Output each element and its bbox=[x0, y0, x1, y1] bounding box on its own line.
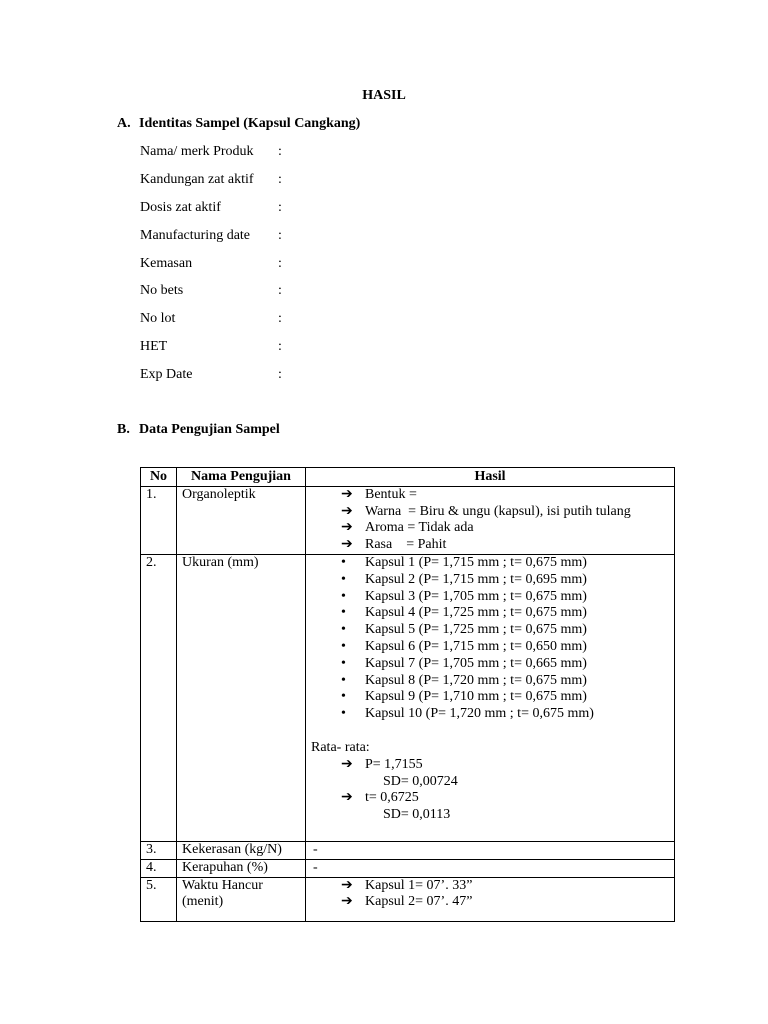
identity-row bbox=[140, 170, 292, 198]
result-text: - bbox=[313, 859, 318, 875]
table-row bbox=[141, 877, 675, 922]
list-item-text: Warna = Biru & ungu (kapsul), isi putih tulang bbox=[365, 503, 631, 519]
row-no: 3. bbox=[141, 841, 177, 859]
list-item bbox=[341, 757, 669, 774]
list-item-text: Kapsul 9 (P= 1,710 mm ; t= 0,675 mm) bbox=[365, 689, 587, 705]
list-item bbox=[341, 656, 669, 673]
table-row bbox=[141, 841, 675, 859]
row-result bbox=[306, 859, 675, 877]
identity-label: Kandungan zat aktif bbox=[140, 171, 254, 187]
list-item bbox=[341, 520, 669, 537]
organoleptic-list bbox=[311, 487, 669, 554]
arrow-bullet-icon: ➔ bbox=[341, 790, 353, 806]
list-item bbox=[341, 572, 669, 589]
identity-row bbox=[140, 254, 292, 282]
list-item bbox=[341, 555, 669, 572]
section-b-letter: B. bbox=[117, 422, 130, 437]
list-item-text: Kapsul 10 (P= 1,720 mm ; t= 0,675 mm) bbox=[365, 706, 594, 722]
identity-row bbox=[140, 142, 292, 170]
list-item bbox=[341, 487, 669, 504]
identity-colon: : bbox=[278, 171, 282, 187]
identity-row bbox=[140, 365, 292, 393]
list-item-text: Kapsul 2= 07’. 47” bbox=[365, 894, 473, 910]
list-item bbox=[341, 878, 669, 895]
list-item bbox=[341, 605, 669, 622]
row-test-name: Organoleptik bbox=[177, 486, 306, 554]
row-result bbox=[306, 877, 675, 922]
average-p: P= 1,7155 bbox=[365, 756, 423, 772]
row-result bbox=[306, 841, 675, 859]
list-item-text: Kapsul 4 (P= 1,725 mm ; t= 0,675 mm) bbox=[365, 605, 587, 621]
identity-label: No lot bbox=[140, 311, 176, 327]
list-item bbox=[341, 622, 669, 639]
identity-colon: : bbox=[278, 255, 282, 271]
identity-label: No bets bbox=[140, 283, 184, 299]
list-item bbox=[341, 790, 669, 807]
row-no: 4. bbox=[141, 859, 177, 877]
table-row bbox=[141, 554, 675, 841]
row-result bbox=[306, 554, 675, 841]
list-item-text: Bentuk = bbox=[365, 486, 417, 502]
average-p-sd: SD= 0,00724 bbox=[383, 773, 458, 789]
list-item-text: Kapsul 1= 07’. 33” bbox=[365, 877, 473, 893]
list-item bbox=[341, 689, 669, 706]
identity-colon: : bbox=[278, 367, 282, 383]
bullet-icon: • bbox=[341, 605, 346, 621]
identity-colon: : bbox=[278, 144, 282, 159]
table-header-row bbox=[141, 468, 675, 487]
list-item-text: Kapsul 7 (P= 1,705 mm ; t= 0,665 mm) bbox=[365, 655, 587, 671]
row-no: 1. bbox=[141, 486, 177, 554]
bullet-icon: • bbox=[341, 588, 346, 604]
test-name-line: Waktu Hancur bbox=[182, 877, 263, 893]
arrow-bullet-icon: ➔ bbox=[341, 503, 353, 519]
disintegration-list bbox=[311, 878, 669, 912]
identity-colon: : bbox=[278, 283, 282, 299]
section-b-title: Data Pengujian Sampel bbox=[139, 422, 280, 437]
identity-label: Exp Date bbox=[140, 367, 193, 383]
average-label: Rata- rata: bbox=[311, 739, 370, 755]
results-table bbox=[140, 467, 675, 922]
row-no: 5. bbox=[141, 877, 177, 922]
row-test-name: Kekerasan (kg/N) bbox=[177, 841, 306, 859]
identity-colon: : bbox=[278, 227, 282, 243]
average-t: t= 0,6725 bbox=[365, 790, 419, 806]
section-a-title: Identitas Sampel (Kapsul Cangkang) bbox=[139, 116, 361, 131]
bullet-icon: • bbox=[341, 571, 346, 587]
list-item bbox=[341, 537, 669, 554]
identity-row bbox=[140, 337, 292, 365]
identity-row bbox=[140, 226, 292, 254]
list-item bbox=[341, 673, 669, 690]
identity-label: Kemasan bbox=[140, 255, 193, 271]
average-list bbox=[311, 790, 669, 807]
arrow-bullet-icon: ➔ bbox=[341, 537, 353, 553]
header-no: No bbox=[141, 468, 177, 487]
list-item-text: Rasa = Pahit bbox=[365, 537, 447, 553]
section-a-letter: A. bbox=[117, 116, 131, 131]
identity-row bbox=[140, 281, 292, 309]
identity-row bbox=[140, 309, 292, 337]
header-result: Hasil bbox=[306, 468, 675, 487]
list-item bbox=[341, 639, 669, 656]
list-item-text: Kapsul 8 (P= 1,720 mm ; t= 0,675 mm) bbox=[365, 672, 587, 688]
list-item bbox=[341, 706, 669, 723]
header-name: Nama Pengujian bbox=[177, 468, 306, 487]
arrow-bullet-icon: ➔ bbox=[341, 756, 353, 772]
row-test-name: Kerapuhan (%) bbox=[177, 859, 306, 877]
list-item-text: Kapsul 2 (P= 1,715 mm ; t= 0,695 mm) bbox=[365, 571, 587, 587]
list-item-text: Kapsul 3 (P= 1,705 mm ; t= 0,675 mm) bbox=[365, 588, 587, 604]
bullet-icon: • bbox=[341, 689, 346, 705]
identity-row bbox=[140, 198, 292, 226]
identity-label: Nama/ merk Produk bbox=[140, 144, 254, 159]
section-b-heading bbox=[117, 422, 280, 438]
section-a-heading bbox=[117, 116, 360, 132]
table-row bbox=[141, 859, 675, 877]
identity-list bbox=[140, 142, 292, 393]
list-item bbox=[341, 504, 669, 521]
list-item-text: Kapsul 6 (P= 1,715 mm ; t= 0,650 mm) bbox=[365, 638, 587, 654]
page-title: HASIL bbox=[362, 88, 406, 103]
arrow-bullet-icon: ➔ bbox=[341, 520, 353, 536]
arrow-bullet-icon: ➔ bbox=[341, 486, 353, 502]
test-name-line: (menit) bbox=[182, 894, 224, 910]
bullet-icon: • bbox=[341, 655, 346, 671]
result-text: - bbox=[313, 841, 318, 857]
average-t-sd: SD= 0,0113 bbox=[383, 807, 451, 823]
table-row bbox=[141, 486, 675, 554]
average-list bbox=[311, 757, 669, 774]
identity-label: Dosis zat aktif bbox=[140, 199, 221, 215]
bullet-icon: • bbox=[341, 622, 346, 638]
arrow-bullet-icon: ➔ bbox=[341, 894, 353, 910]
list-item-text: Aroma = Tidak ada bbox=[365, 520, 474, 536]
row-test-name bbox=[177, 877, 306, 922]
identity-label: HET bbox=[140, 339, 168, 355]
list-item-text: Kapsul 1 (P= 1,715 mm ; t= 0,675 mm) bbox=[365, 554, 587, 570]
bullet-icon: • bbox=[341, 638, 346, 654]
identity-colon: : bbox=[278, 199, 282, 215]
list-item-text: Kapsul 5 (P= 1,725 mm ; t= 0,675 mm) bbox=[365, 622, 587, 638]
row-result bbox=[306, 486, 675, 554]
list-item bbox=[341, 894, 669, 911]
identity-label: Manufacturing date bbox=[140, 227, 251, 243]
row-test-name: Ukuran (mm) bbox=[177, 554, 306, 841]
bullet-icon: • bbox=[341, 554, 346, 570]
bullet-icon: • bbox=[341, 706, 346, 722]
arrow-bullet-icon: ➔ bbox=[341, 877, 353, 893]
identity-colon: : bbox=[278, 311, 282, 327]
list-item bbox=[341, 589, 669, 606]
size-list bbox=[311, 555, 669, 723]
row-no: 2. bbox=[141, 554, 177, 841]
bullet-icon: • bbox=[341, 672, 346, 688]
identity-colon: : bbox=[278, 339, 282, 355]
